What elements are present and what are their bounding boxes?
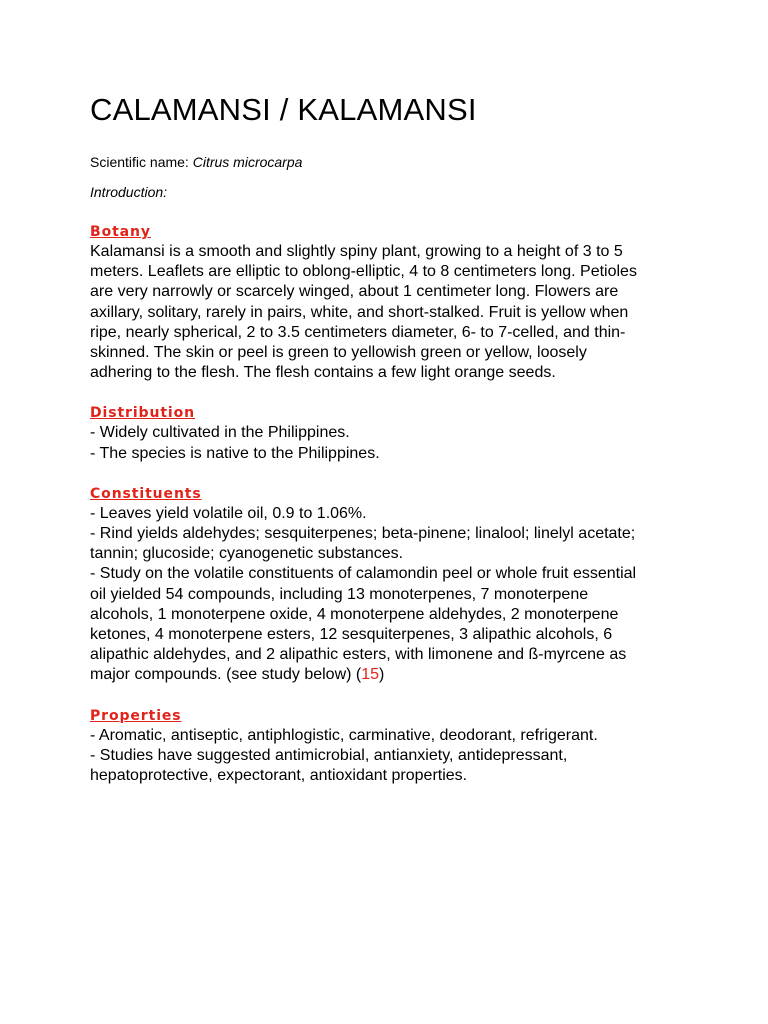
distribution-text <box>90 423 688 463</box>
text-line: - Aromatic, antiseptic, antiphlogistic, carminative, deodorant, refrigerant. <box>90 726 598 744</box>
text-line: - Rind yields aldehydes; sesquiterpenes; beta-pinene; linalool; linelyl acetate; <box>90 525 636 543</box>
properties-section <box>90 706 688 787</box>
text-line: skinned. The skin or peel is green to yellowish green or yellow, loosely <box>90 344 587 362</box>
text-line: Kalamansi is a smooth and slightly spiny plant, growing to a height of 3 to 5 <box>90 243 623 260</box>
text-line <box>90 665 688 685</box>
constituents-text <box>90 504 688 686</box>
text-line: hepatoprotective, expectorant, antioxidant properties. <box>90 767 468 785</box>
text-line: oil yielded 54 compounds, including 13 monoterpenes, 7 monoterpene <box>90 585 589 603</box>
constituents-section <box>90 484 688 686</box>
botany-section <box>90 222 688 383</box>
text-line: - Studies have suggested antimicrobial, antianxiety, antidepressant, <box>90 746 568 764</box>
text-line-suffix: ) <box>379 666 385 684</box>
botany-heading: Botany <box>90 224 151 240</box>
text-line: are very narrowly or scarcely winged, about 1 centimeter long. Flowers are <box>90 283 619 301</box>
text-line: alcohols, 1 monoterpene oxide, 4 monoterpene aldehydes, 2 monoterpene <box>90 605 619 623</box>
text-line: axillary, solitary, rarely in pairs, white, and short-stalked. Fruit is yellow when <box>90 303 629 321</box>
introduction-label: Introduction: <box>90 184 168 200</box>
text-line: tannin; glucoside; cyanogenetic substances. <box>90 545 404 563</box>
text-line: - Widely cultivated in the Philippines. <box>90 424 350 442</box>
text-line-prefix: major compounds. (see study below) ( <box>90 666 362 684</box>
distribution-section <box>90 403 688 463</box>
page-title: CALAMANSI / KALAMANSI <box>90 92 477 127</box>
text-line: - Study on the volatile constituents of calamondin peel or whole fruit essential <box>90 565 637 583</box>
text-line: adhering to the flesh. The flesh contains a few light orange seeds. <box>90 364 556 382</box>
text-line: ketones, 4 monoterpene esters, 12 sesquiterpenes, 3 alipathic alcohols, 6 <box>90 626 613 644</box>
text-line: meters. Leaflets are elliptic to oblong-elliptic, 4 to 8 centimeters long. Petioles <box>90 263 637 281</box>
distribution-heading: Distribution <box>90 405 196 422</box>
reference-link[interactable]: 15 <box>361 666 380 684</box>
text-line: - The species is native to the Philippines. <box>90 444 380 462</box>
constituents-heading: Constituents <box>90 485 202 502</box>
scientific-name-value: Citrus microcarpa <box>192 154 303 170</box>
text-line: alipathic aldehydes, and 2 alipathic esters, with limonene and ß-myrcene as <box>90 646 627 664</box>
scientific-name-label: Scientific name: <box>90 154 193 170</box>
properties-heading: Properties <box>90 707 182 724</box>
properties-text <box>90 726 688 787</box>
text-line: - Leaves yield volatile oil, 0.9 to 1.06%. <box>90 504 367 522</box>
text-line: ripe, nearly spherical, 2 to 3.5 centimeters diameter, 6- to 7-celled, and thin- <box>90 323 626 341</box>
botany-text <box>90 242 688 383</box>
scientific-name <box>90 152 688 172</box>
